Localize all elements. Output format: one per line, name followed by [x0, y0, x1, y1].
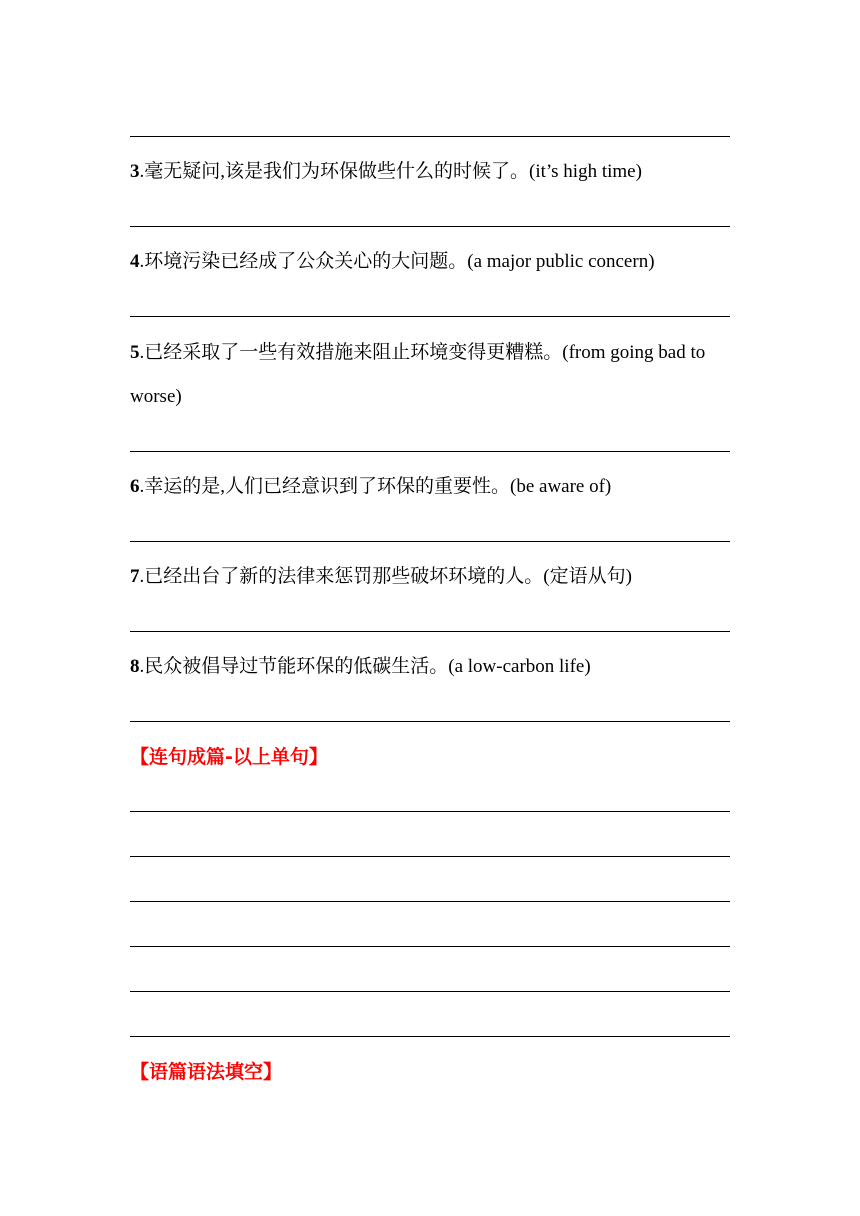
answer-line[interactable]	[130, 811, 730, 812]
question-7	[130, 555, 735, 599]
section-heading-combine: 【连句成篇-以上单句】	[130, 746, 328, 768]
section-heading-grammar: 【语篇语法填空】	[130, 1061, 283, 1083]
question-4	[130, 240, 735, 284]
question-number: 8	[130, 656, 140, 677]
answer-line[interactable]	[130, 541, 730, 542]
question-6	[130, 465, 735, 509]
answer-line	[130, 136, 730, 137]
question-number: 7	[130, 566, 140, 587]
question-number: 4	[130, 251, 140, 272]
question-text: .已经采取了一些有效措施来阻止环境变得更糟糕。(from going bad to worse)	[130, 342, 706, 407]
question-text: .民众被倡导过节能环保的低碳生活。(a low-carbon life)	[139, 656, 591, 677]
answer-line[interactable]	[130, 856, 730, 857]
answer-line[interactable]	[130, 451, 730, 452]
answer-line[interactable]	[130, 901, 730, 902]
question-3	[130, 150, 735, 194]
question-text: .毫无疑问,该是我们为环保做些什么的时候了。(it’s high time)	[139, 161, 642, 182]
question-text: .已经出台了新的法律来惩罚那些破坏环境的人。(定语从句)	[139, 566, 632, 587]
answer-line[interactable]	[130, 991, 730, 992]
question-5	[130, 331, 735, 419]
answer-line[interactable]	[130, 946, 730, 947]
answer-line[interactable]	[130, 721, 730, 722]
question-text: .环境污染已经成了公众关心的大问题。(a major public concern)	[139, 251, 655, 272]
question-text: .幸运的是,人们已经意识到了环保的重要性。(be aware of)	[139, 476, 612, 497]
question-number: 6	[130, 476, 140, 497]
question-8	[130, 645, 735, 689]
question-number: 5	[130, 342, 140, 363]
answer-line[interactable]	[130, 316, 730, 317]
answer-line[interactable]	[130, 631, 730, 632]
answer-line[interactable]	[130, 1036, 730, 1037]
question-number: 3	[130, 161, 140, 182]
answer-line[interactable]	[130, 226, 730, 227]
